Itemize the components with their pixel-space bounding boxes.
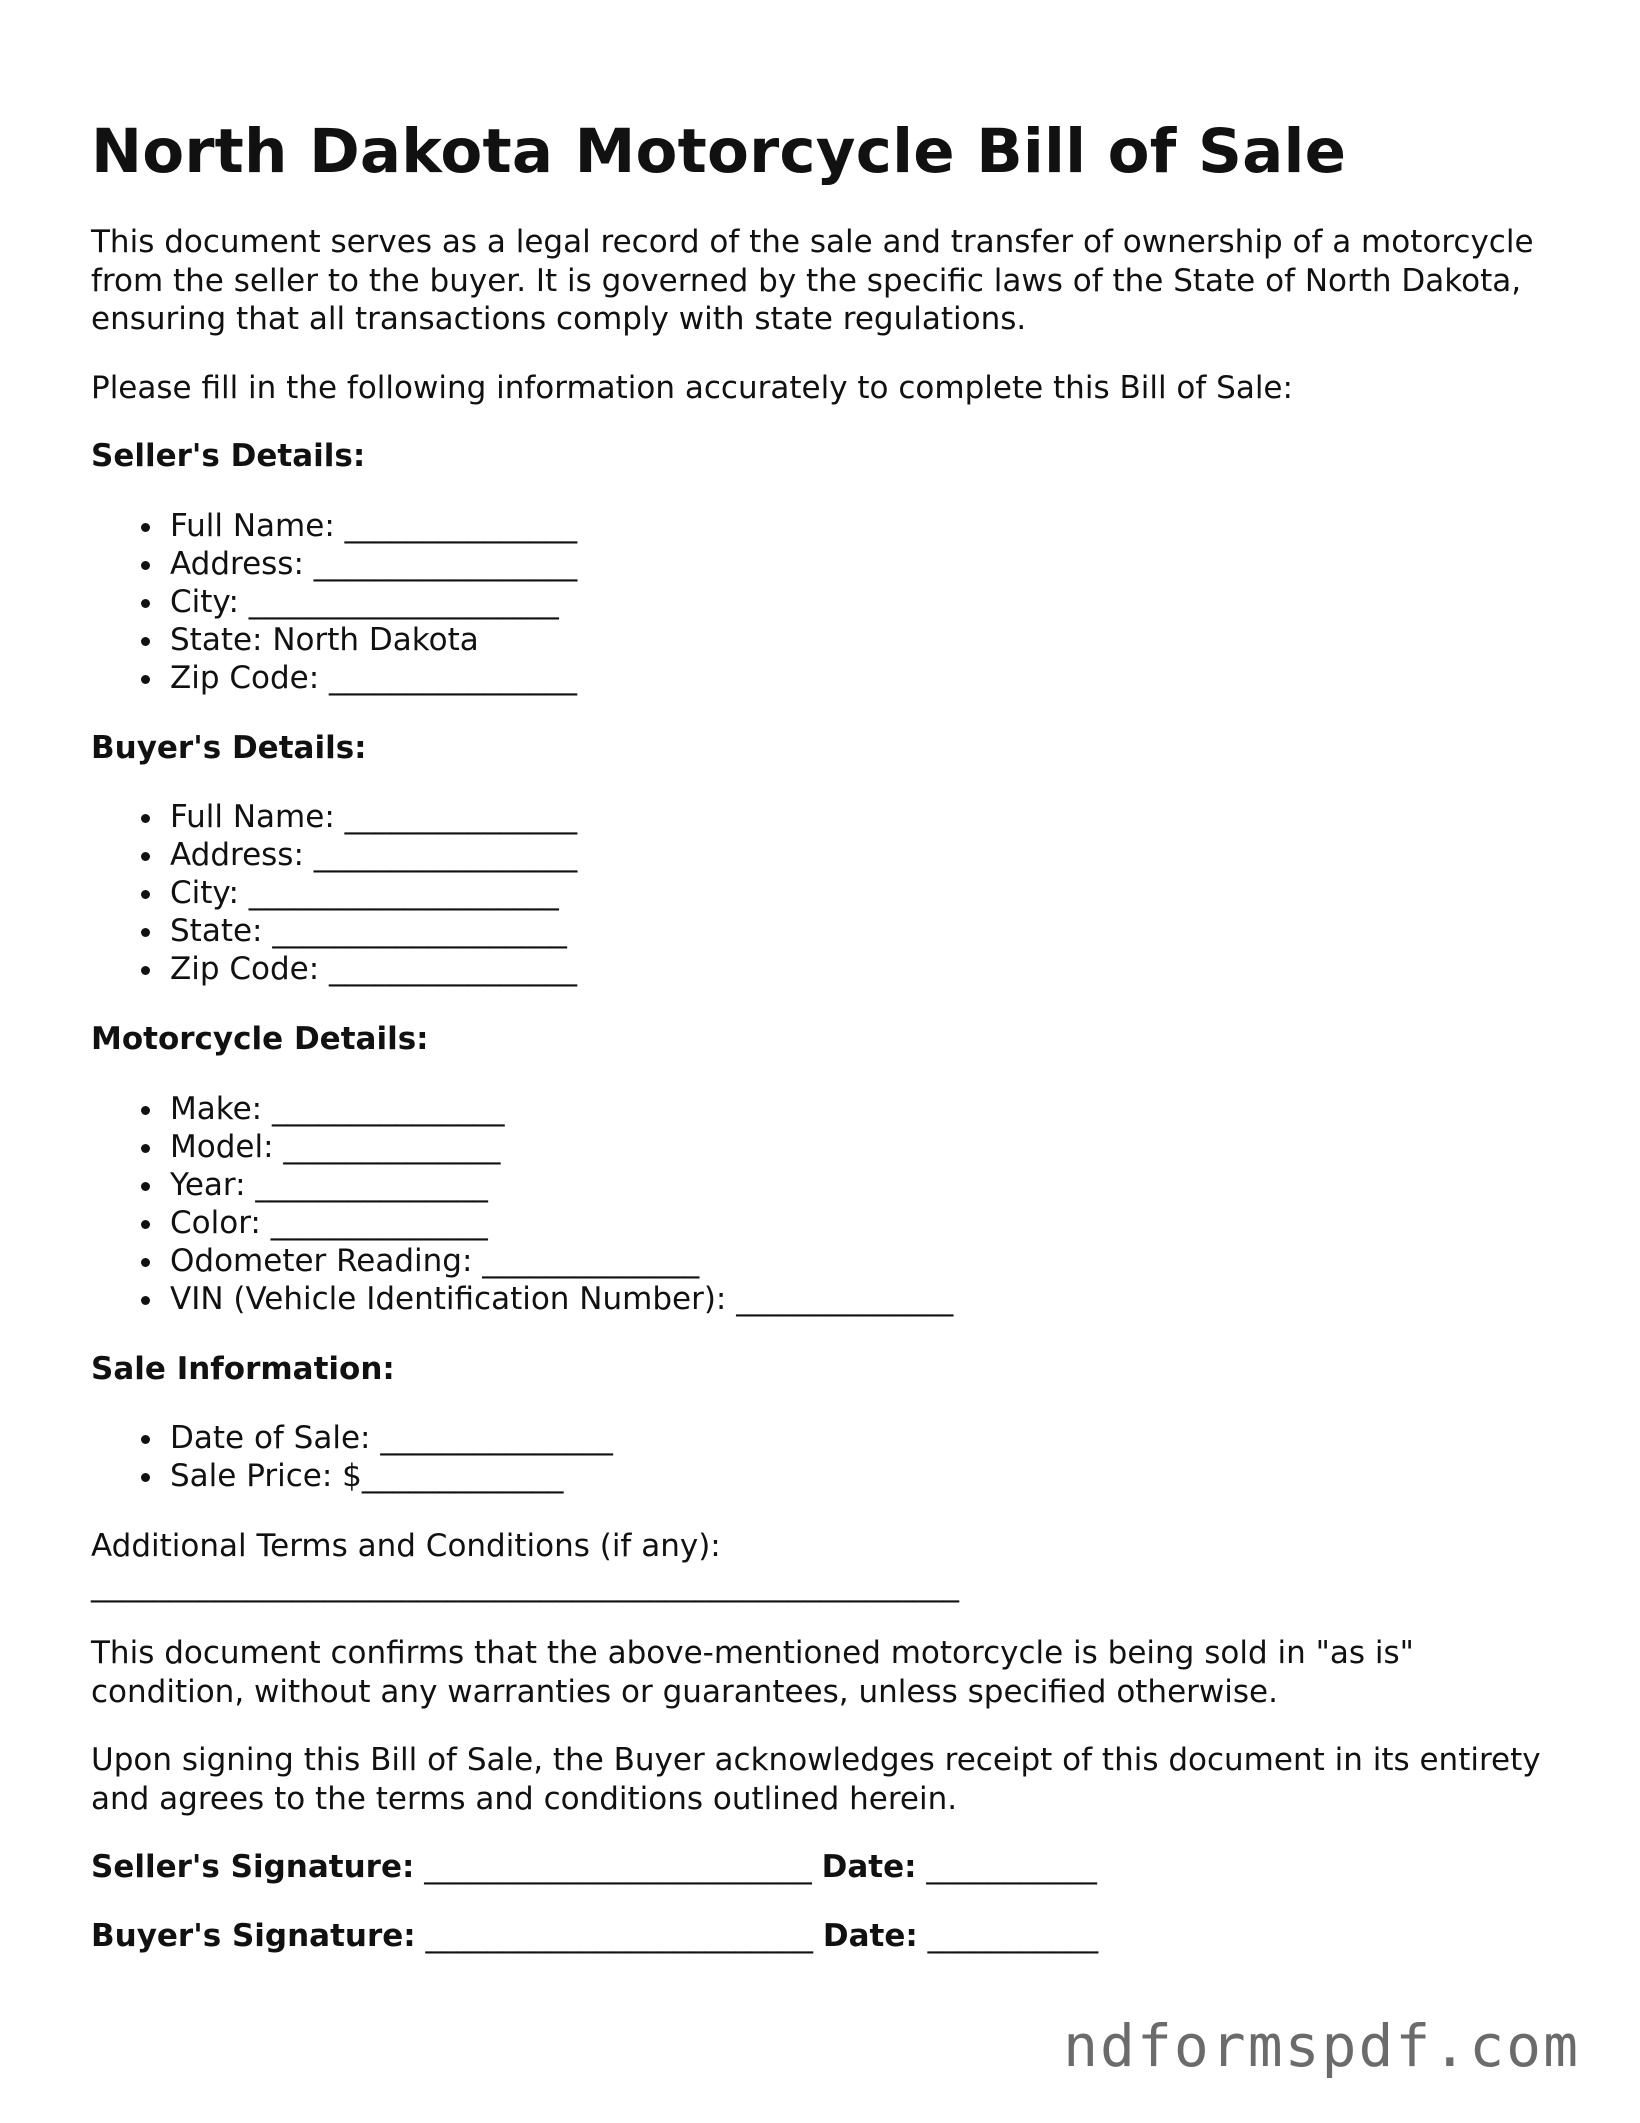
additional-terms-line: ________________________________________________________: [91, 1566, 959, 1603]
seller-date-line: ___________: [926, 1849, 1097, 1885]
motorcycle-color-field: Color: ______________: [170, 1204, 1561, 1242]
seller-signature-row: [91, 1848, 1561, 1887]
additional-terms-block: [91, 1527, 1561, 1604]
acknowledgement-paragraph: Upon signing this Bill of Sale, the Buyer acknowledges receipt of this document in its entirety and agrees to the terms and conditions outlined herein.: [91, 1742, 1541, 1817]
site-watermark: ndformspdf.com: [1063, 2012, 1580, 2080]
additional-terms-label: Additional Terms and Conditions (if any):: [91, 1528, 721, 1564]
seller-address-field: Address: _________________: [170, 545, 1561, 583]
seller-signature-line: _________________________: [424, 1849, 812, 1885]
bill-of-sale-document: [91, 108, 1561, 1985]
buyer-state-field: State: ___________________: [170, 912, 1561, 950]
seller-details-heading: Seller's Details:: [91, 438, 366, 474]
buyer-address-field: Address: _________________: [170, 836, 1561, 874]
sale-price-field: Sale Price: $_____________: [170, 1457, 1561, 1495]
motorcycle-make-field: Make: _______________: [170, 1090, 1561, 1128]
buyer-signature-row: [91, 1917, 1561, 1956]
seller-full-name-field: Full Name: _______________: [170, 507, 1561, 545]
sale-information-list: [91, 1419, 1561, 1495]
motorcycle-vin-field: VIN (Vehicle Identification Number): ______________: [170, 1280, 1561, 1318]
seller-city-field: City: ____________________: [170, 583, 1561, 621]
buyer-city-field: City: ____________________: [170, 874, 1561, 912]
buyer-date-line: ___________: [927, 1917, 1099, 1954]
seller-zip-field: Zip Code: ________________: [170, 659, 1561, 697]
buyer-details-list: [91, 798, 1561, 988]
as-is-paragraph: This document confirms that the above-mentioned motorcycle is being sold in "as is" condition, without any warranties or guarantees, unless specified otherwise.: [91, 1635, 1414, 1710]
motorcycle-details-list: [91, 1090, 1561, 1318]
buyer-date-label: Date:: [822, 1917, 918, 1954]
buyer-signature-line: _________________________: [425, 1917, 814, 1954]
motorcycle-details-heading: Motorcycle Details:: [91, 1021, 429, 1057]
seller-details-list: [91, 507, 1561, 697]
sale-date-field: Date of Sale: _______________: [170, 1419, 1561, 1457]
intro-paragraph: This document serves as a legal record of the sale and transfer of ownership of a motorcycle from the seller to the buyer. It is governed by the specific laws of the State of North Dakota, ensuring that all transactions comply with state regulations.: [91, 224, 1534, 337]
sale-information-heading: Sale Information:: [91, 1350, 395, 1387]
buyer-full-name-field: Full Name: _______________: [170, 798, 1561, 836]
instruction-paragraph: Please fill in the following information accurately to complete this Bill of Sale:: [91, 369, 1293, 406]
buyer-details-heading: Buyer's Details:: [91, 729, 367, 766]
motorcycle-year-field: Year: _______________: [170, 1166, 1561, 1204]
motorcycle-odometer-field: Odometer Reading: ______________: [170, 1242, 1561, 1280]
seller-state-field: State: North Dakota: [170, 621, 1561, 659]
buyer-zip-field: Zip Code: ________________: [170, 950, 1561, 988]
page-title: North Dakota Motorcycle Bill of Sale: [91, 116, 1347, 187]
buyer-signature-label: Buyer's Signature:: [91, 1917, 416, 1954]
motorcycle-model-field: Model: ______________: [170, 1128, 1561, 1166]
seller-signature-label: Seller's Signature:: [91, 1849, 415, 1885]
seller-date-label: Date:: [821, 1849, 917, 1885]
